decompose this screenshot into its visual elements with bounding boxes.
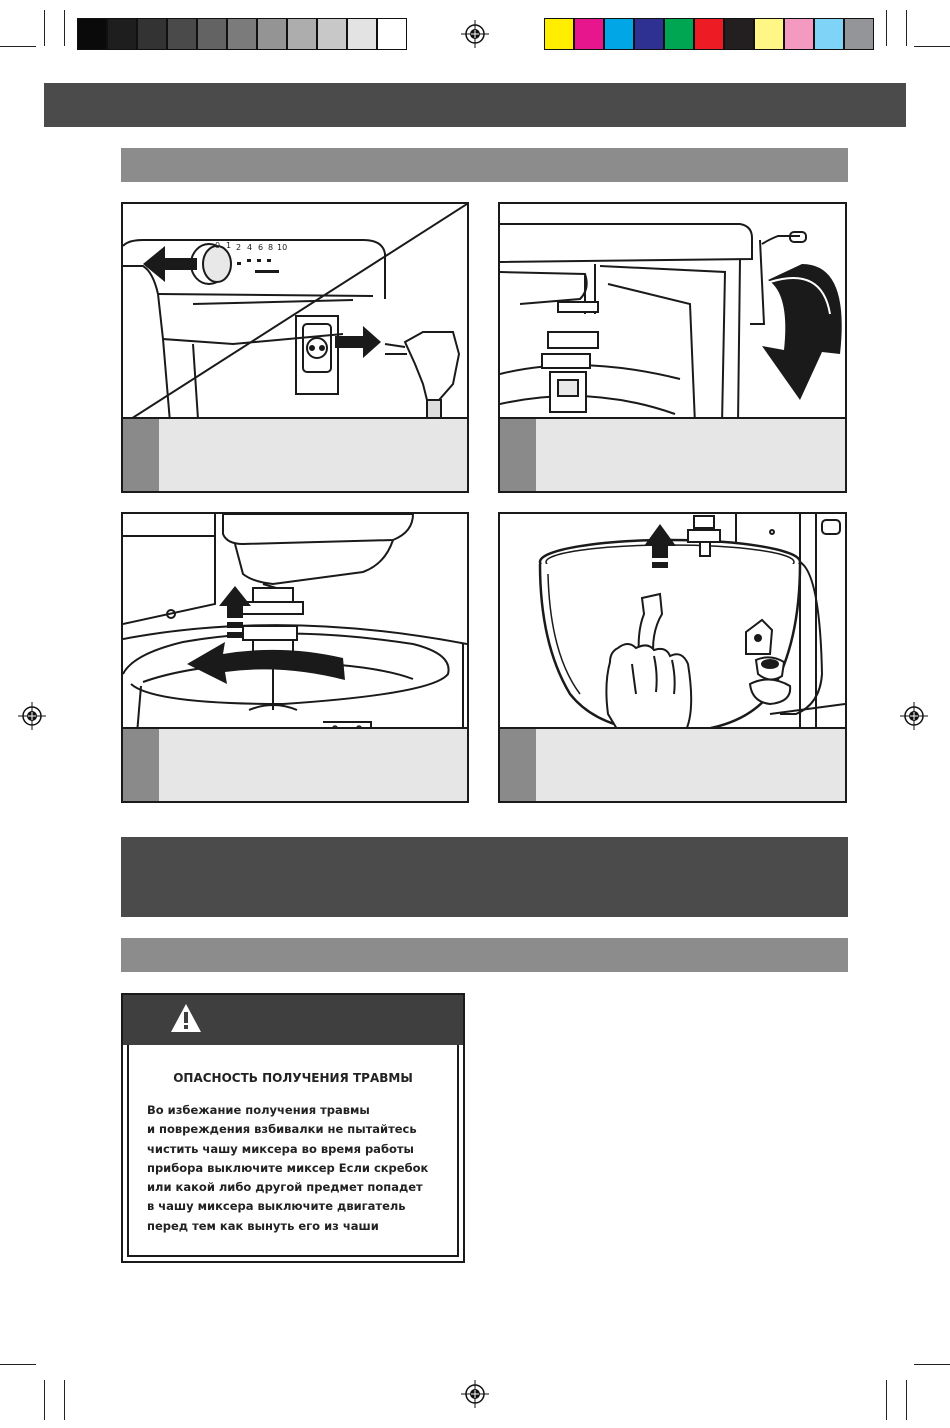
warning-line: чистить чашу миксера во время работы [147,1141,414,1156]
crop-mark [44,1380,45,1420]
registration-target-icon [461,1380,489,1408]
warning-line: и повреждения взбивалки не пытайтесь [147,1122,417,1137]
step-caption [123,417,467,491]
step-panel-1 [121,202,469,493]
speed-label: 4 [247,243,253,252]
bowl-lift-lever-illustration [500,204,845,424]
speed-label: 6 [258,243,264,252]
warning-box [121,993,465,1263]
crop-mark [0,1364,36,1365]
crop-mark [64,1380,65,1420]
gray-swatch [317,18,347,50]
gray-swatch [227,18,257,50]
registration-target-icon [900,702,928,730]
crop-mark [886,1380,887,1420]
color-swatch [754,18,784,50]
unplug-illustration [123,204,467,424]
warning-header [123,995,463,1045]
step-number-box [123,419,159,491]
step-panel-4 [498,512,847,803]
gray-swatch [287,18,317,50]
color-swatch [544,18,574,50]
warning-line: прибора выключите миксер Если скребок [147,1160,429,1175]
step-panel-3 [121,512,469,803]
gray-swatch [377,18,407,50]
warning-line: или какой либо другой предмет попадет [147,1180,423,1195]
crop-mark [44,10,45,46]
gray-swatch [167,18,197,50]
step-number-box [123,729,159,801]
remove-bowl-illustration [500,514,845,734]
speed-label: 10 [277,243,288,252]
color-swatch [844,18,874,50]
speed-label: 1 [226,241,232,250]
section-header-band [121,148,848,182]
crop-mark [886,10,887,46]
color-swatch [814,18,844,50]
step-caption [500,727,845,801]
gray-swatch [197,18,227,50]
crop-mark [0,46,36,47]
speed-label: 8 [268,243,274,252]
color-swatch [664,18,694,50]
step-number-box [500,419,536,491]
gray-swatch [107,18,137,50]
step-number-box [500,729,536,801]
crop-mark [914,1364,950,1365]
section-title-band [121,837,848,917]
crop-mark [906,10,907,46]
color-swatch [784,18,814,50]
remove-beater-illustration [123,514,467,734]
crop-mark [906,1380,907,1420]
page-header-band [44,83,906,127]
warning-text [147,1101,457,1236]
warning-line: в чашу миксера выключите двигатель [147,1199,406,1214]
step-caption [500,417,845,491]
crop-mark [914,46,950,47]
warning-line: Во избежание получения травмы [147,1103,370,1117]
speed-label: 2 [236,243,242,252]
color-swatch [694,18,724,50]
subsection-header-band [121,938,848,972]
color-swatch [574,18,604,50]
color-swatch [634,18,664,50]
gray-swatch [347,18,377,50]
registration-target-icon [18,702,46,730]
gray-swatch [257,18,287,50]
color-swatch [724,18,754,50]
warning-triangle-icon [169,1002,203,1034]
speed-label: 0 [215,241,221,250]
warning-title: ОПАСНОСТЬ ПОЛУЧЕНИЯ ТРАВМЫ [173,1071,413,1085]
registration-target-icon [461,20,489,48]
color-swatch [604,18,634,50]
warning-line: перед тем как вынуть его из чаши [147,1218,379,1233]
crop-mark [64,10,65,46]
gray-swatch [137,18,167,50]
step-panel-2 [498,202,847,493]
step-caption [123,727,467,801]
gray-swatch [77,18,107,50]
